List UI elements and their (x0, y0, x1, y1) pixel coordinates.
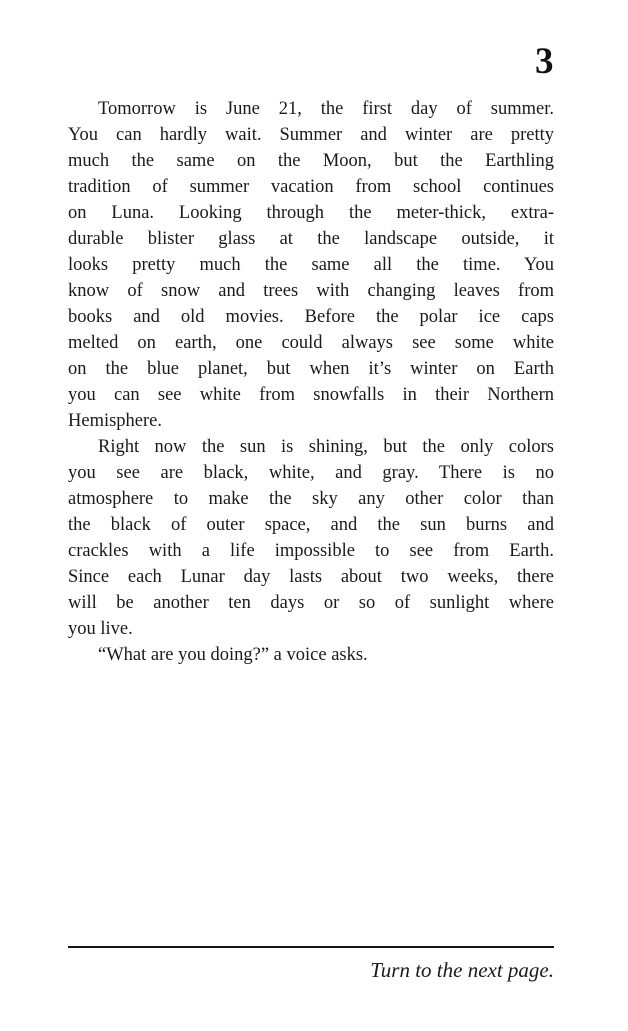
text-line: “What are you doing?” a voice asks. (98, 645, 368, 665)
text-line: you see are black, white, and gray. There is no (68, 463, 554, 483)
text-line: will be another ten days or so of sunlight where (68, 593, 554, 613)
paragraph (68, 96, 554, 434)
text-line: durable blister glass at the landscape outside, it (68, 229, 554, 249)
page-number: 3 (535, 41, 554, 82)
text-line: melted on earth, one could always see some white (68, 333, 554, 353)
paragraph (68, 434, 554, 642)
text-line: crackles with a life impossible to see from Earth. (68, 541, 554, 561)
text-line: on the blue planet, but when it’s winter on Earth (68, 359, 554, 379)
text-line: the black of outer space, and the sun burns and (68, 515, 554, 535)
text-line: You can hardly wait. Summer and winter are pretty (68, 125, 554, 145)
turn-page-instruction: Turn to the next page. (370, 958, 554, 982)
text-line: tradition of summer vacation from school continues (68, 177, 554, 197)
text-line: Since each Lunar day lasts about two weeks, there (68, 567, 554, 587)
footer-divider-rule (68, 946, 554, 948)
text-line: looks pretty much the same all the time. You (68, 255, 554, 275)
text-line: Hemisphere. (68, 411, 163, 431)
text-line: books and old movies. Before the polar ice caps (68, 307, 554, 327)
text-line: Right now the sun is shining, but the only colors (98, 437, 554, 457)
text-line: atmosphere to make the sky any other color than (68, 489, 554, 509)
text-line: much the same on the Moon, but the Earthling (68, 151, 554, 171)
text-line: know of snow and trees with changing leaves from (68, 281, 554, 301)
page-body-text (68, 96, 554, 668)
text-line: Tomorrow is June 21, the first day of summer. (98, 99, 554, 119)
text-line: on Luna. Looking through the meter-thick, extra- (68, 203, 554, 223)
text-line: you live. (68, 619, 133, 639)
paragraph (68, 642, 554, 668)
text-line: you can see white from snowfalls in their Northern (68, 385, 554, 405)
